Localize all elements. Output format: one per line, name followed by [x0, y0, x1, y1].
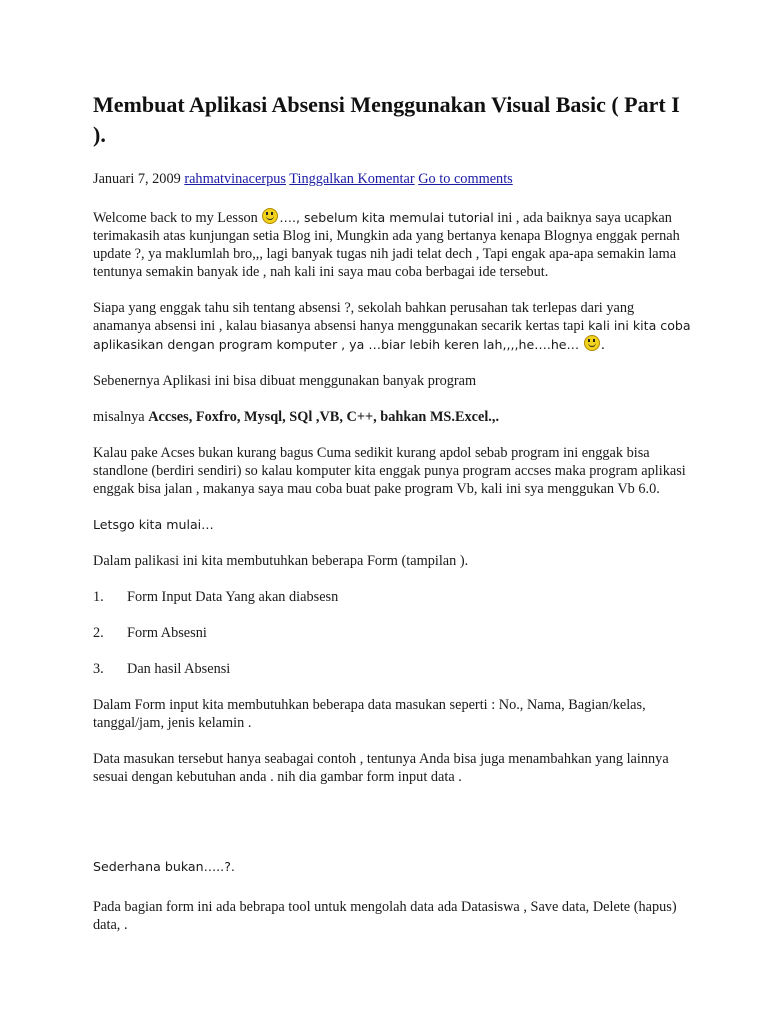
post-meta	[93, 170, 693, 188]
paragraph-form-input: Dalam Form input kita membutuhkan beberapa data masukan seperti : No., Nama, Bagian/kelas, tanggal/jam, jenis kelamin .	[93, 697, 646, 731]
smiley-icon	[584, 335, 600, 351]
paragraph-welcome	[93, 208, 693, 281]
post-date: Januari 7, 2009	[93, 171, 181, 187]
paragraph-program: Sebenernya Aplikasi ini bisa dibuat menggunakan banyak program	[93, 373, 477, 389]
list-item-number: 2.	[93, 625, 104, 641]
list-item-text: Form Input Data Yang akan diabsesn	[127, 589, 339, 605]
paragraph-letsgo: Letsgo kita mulai…	[93, 517, 214, 532]
author-link[interactable]: rahmatvinacerpus	[184, 171, 286, 187]
welcome-rest-text: ini , ada baiknya saya ucapkan terimakasih atas kunjungan setia Blog ini, Mungkin ada yang bertanya kenapa Blognya enggak pernah update ?, ya maklumlah bro,,, lagi banyak tugas nih jadi telat dech , Tapi engak apa-apa semakin lama tentunya semakin banyak ide , nah kali ini saya mau coba berbagai ide tersebut.	[93, 210, 680, 280]
paragraph-program-list	[93, 408, 693, 426]
absensi-text: Siapa yang enggak tahu sih tentang absensi ?, sekolah bahkan perusahan tak terlepas dari yang anamanya absensi ini , kalau biasanya absensi hanya menggunakan secarik kertas tapi	[93, 300, 635, 334]
program-list-prefix: misalnya	[93, 409, 149, 425]
page-title: Membuat Aplikasi Absensi Menggunakan Visual Basic ( Part I ).	[93, 92, 680, 147]
welcome-sans-text: …., sebelum kita memulai tutorial	[279, 210, 494, 225]
list-item	[93, 588, 693, 606]
paragraph-form-intro: Dalam palikasi ini kita membutuhkan beberapa Form (tampilan ).	[93, 553, 469, 569]
list-item-number: 1.	[93, 589, 104, 605]
image-placeholder	[93, 804, 693, 858]
paragraph-data-masukan: Data masukan tersebut hanya seabagai contoh , tentunya Anda bisa juga menambahkan yang lainnya sesuai dengan kebutuhan anda . nih dia gambar form input data .	[93, 751, 669, 785]
smiley-icon	[262, 208, 278, 224]
paragraph-acses: Kalau pake Acses bukan kurang bagus Cuma sedikit kurang apdol sebab program ini enggak bisa standlone (berdiri sendiri) so kalau komputer kita enggak punya program accses maka program aplikasi enggak bisa jalan , makanya saya mau coba buat pake program Vb, kali ini sya menggukan Vb 6.0.	[93, 445, 686, 497]
leave-comment-link[interactable]: Tinggalkan Komentar	[289, 171, 415, 187]
paragraph-absensi	[93, 299, 693, 354]
absensi-end-text: .	[601, 337, 605, 353]
list-item-number: 3.	[93, 661, 104, 677]
program-list-bold: Accses, Foxfro, Mysql, SQl ,VB, C++, bahkan MS.Excel.,.	[148, 409, 500, 425]
paragraph-sederhana: Sederhana bukan…..?.	[93, 859, 235, 874]
list-item-text: Form Absesni	[127, 625, 207, 641]
list-item-text: Dan hasil Absensi	[127, 661, 231, 677]
list-item	[93, 660, 693, 678]
welcome-text: Welcome back to my Lesson	[93, 210, 262, 226]
list-item	[93, 624, 693, 642]
go-to-comments-link[interactable]: Go to comments	[418, 171, 513, 187]
article	[93, 90, 693, 952]
paragraph-tools: Pada bagian form ini ada bebrapa tool untuk mengolah data ada Datasiswa , Save data, Delete (hapus) data, .	[93, 899, 677, 933]
absensi-sans-text: kali ini kita coba aplikasikan dengan program komputer , ya …biar lebih keren lah,,,,he….he…	[93, 318, 691, 352]
